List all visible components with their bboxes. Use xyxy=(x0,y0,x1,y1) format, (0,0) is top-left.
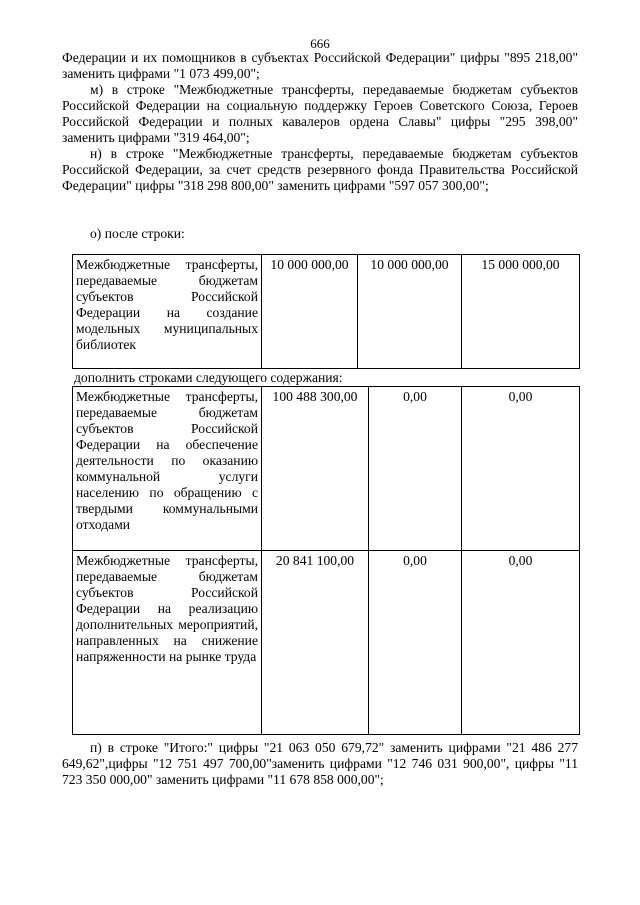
value-cell-1: 100 488 300,00 xyxy=(262,387,369,551)
row-name-cell: Межбюджетные трансферты, передаваемые бюджетам субъектов Российской Федерации на реализацию дополнительных мероприятий, направленных на снижение напряженности на рынке труда xyxy=(73,551,262,735)
paragraph-p: п) в строке "Итого:" цифры "21 063 050 679,72" заменить цифрами "21 486 277 649,62",цифры "12 751 497 700,00"заменить цифрами "12 746 031 900,00", цифры "11 723 350 000,00" заменить цифрами "11 678 858 000,00"; xyxy=(62,740,578,787)
value-cell-2: 0,00 xyxy=(369,551,462,735)
value-cell-1: 20 841 100,00 xyxy=(262,551,369,735)
value-cell-2: 0,00 xyxy=(369,387,462,551)
table-existing-row xyxy=(72,254,580,369)
table-row xyxy=(73,551,580,735)
row-name-cell: Межбюджетные трансферты, передаваемые бюджетам субъектов Российской Федерации на обеспечение деятельности по оказанию коммунальной услуги населению по обращению с твердыми коммунальными отходами xyxy=(73,387,262,551)
table-row xyxy=(73,255,580,369)
value-cell-3: 15 000 000,00 xyxy=(462,255,580,369)
value-cell-2: 10 000 000,00 xyxy=(358,255,462,369)
value-cell-3: 0,00 xyxy=(462,551,580,735)
value-cell-3: 0,00 xyxy=(462,387,580,551)
row-name-cell: Межбюджетные трансферты, передаваемые бюджетам субъектов Российской Федерации на создание модельных муниципальных библиотек xyxy=(73,255,262,369)
paragraph-m: м) в строке "Межбюджетные трансферты, передаваемые бюджетам субъектов Российской Федерации на социальную поддержку Героев Советского Союза, Героев Российской Федерации и полных кавалеров ордена Славы" цифры "295 398,00" заменить цифрами "319 464,00"; xyxy=(62,82,578,145)
page-number: 666 xyxy=(310,36,330,51)
paragraph-n: н) в строке "Межбюджетные трансферты, передаваемые бюджетам субъектов Российской Федерации, за счет средств резервного фонда Правительства Российской Федерации" цифры "318 298 800,00" заменить цифрами "597 057 300,00"; xyxy=(62,146,578,193)
paragraph-continuation: Федерации и их помощников в субъектах Российской Федерации" цифры "895 218,00" заменить цифрами "1 073 499,00"; xyxy=(62,50,578,81)
append-label: дополнить строками следующего содержания: xyxy=(74,370,343,385)
value-cell-1: 10 000 000,00 xyxy=(262,255,358,369)
paragraph-o: о) после строки: xyxy=(90,226,185,241)
table-row xyxy=(73,387,580,551)
table-new-rows xyxy=(72,386,580,735)
